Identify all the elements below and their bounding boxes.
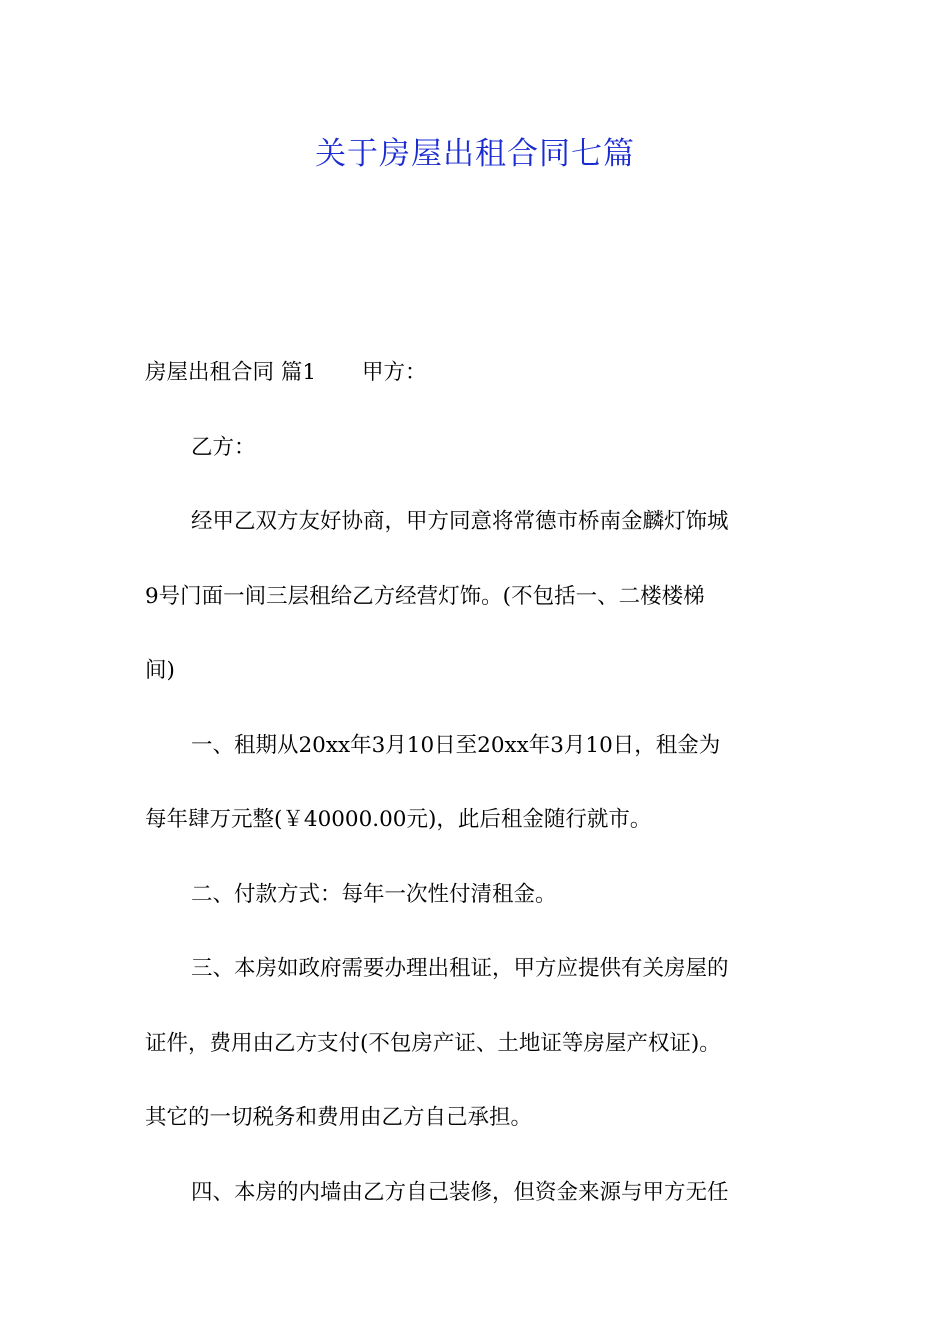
document-title: 关于房屋出租合同七篇: [315, 136, 635, 172]
paragraph-1-line-2: 9号门面一间三层租给乙方经营灯饰。(不包括一、二楼楼梯: [145, 583, 705, 609]
clause-3-line-1: 三、本房如政府需要办理出租证，甲方应提供有关房屋的: [191, 956, 729, 981]
heading-line: [145, 336, 810, 411]
section-heading: 房屋出租合同 篇1: [145, 360, 317, 385]
party-a-label: 甲方：: [362, 360, 427, 385]
clause-4-line-1: 四、本房的内墙由乙方自己装修，但资金来源与甲方无任: [191, 1179, 729, 1205]
clause-3-line-2: 证件，费用由乙方支付(不包房产证、土地证等房屋产权证)。: [145, 1030, 721, 1056]
paragraph-1-line-1: 经甲乙双方友好协商，甲方同意将常德市桥南金麟灯饰城: [191, 509, 729, 534]
clause-2-line-1: 二、付款方式：每年一次性付清租金。: [191, 881, 557, 907]
document-body: [145, 336, 810, 1230]
clause-3-line-3: 其它的一切税务和费用由乙方自己承担。: [145, 1105, 533, 1130]
clause-1-line-1: 一、租期从20xx年3月10日至20xx年3月10日，租金为: [191, 732, 721, 758]
paragraph-1-line-3: 间): [145, 658, 175, 683]
clause-1-line-2: 每年肆万元整(￥40000.00元)，此后租金随行就市。: [145, 807, 652, 832]
party-b-label: 乙方：: [191, 434, 256, 460]
